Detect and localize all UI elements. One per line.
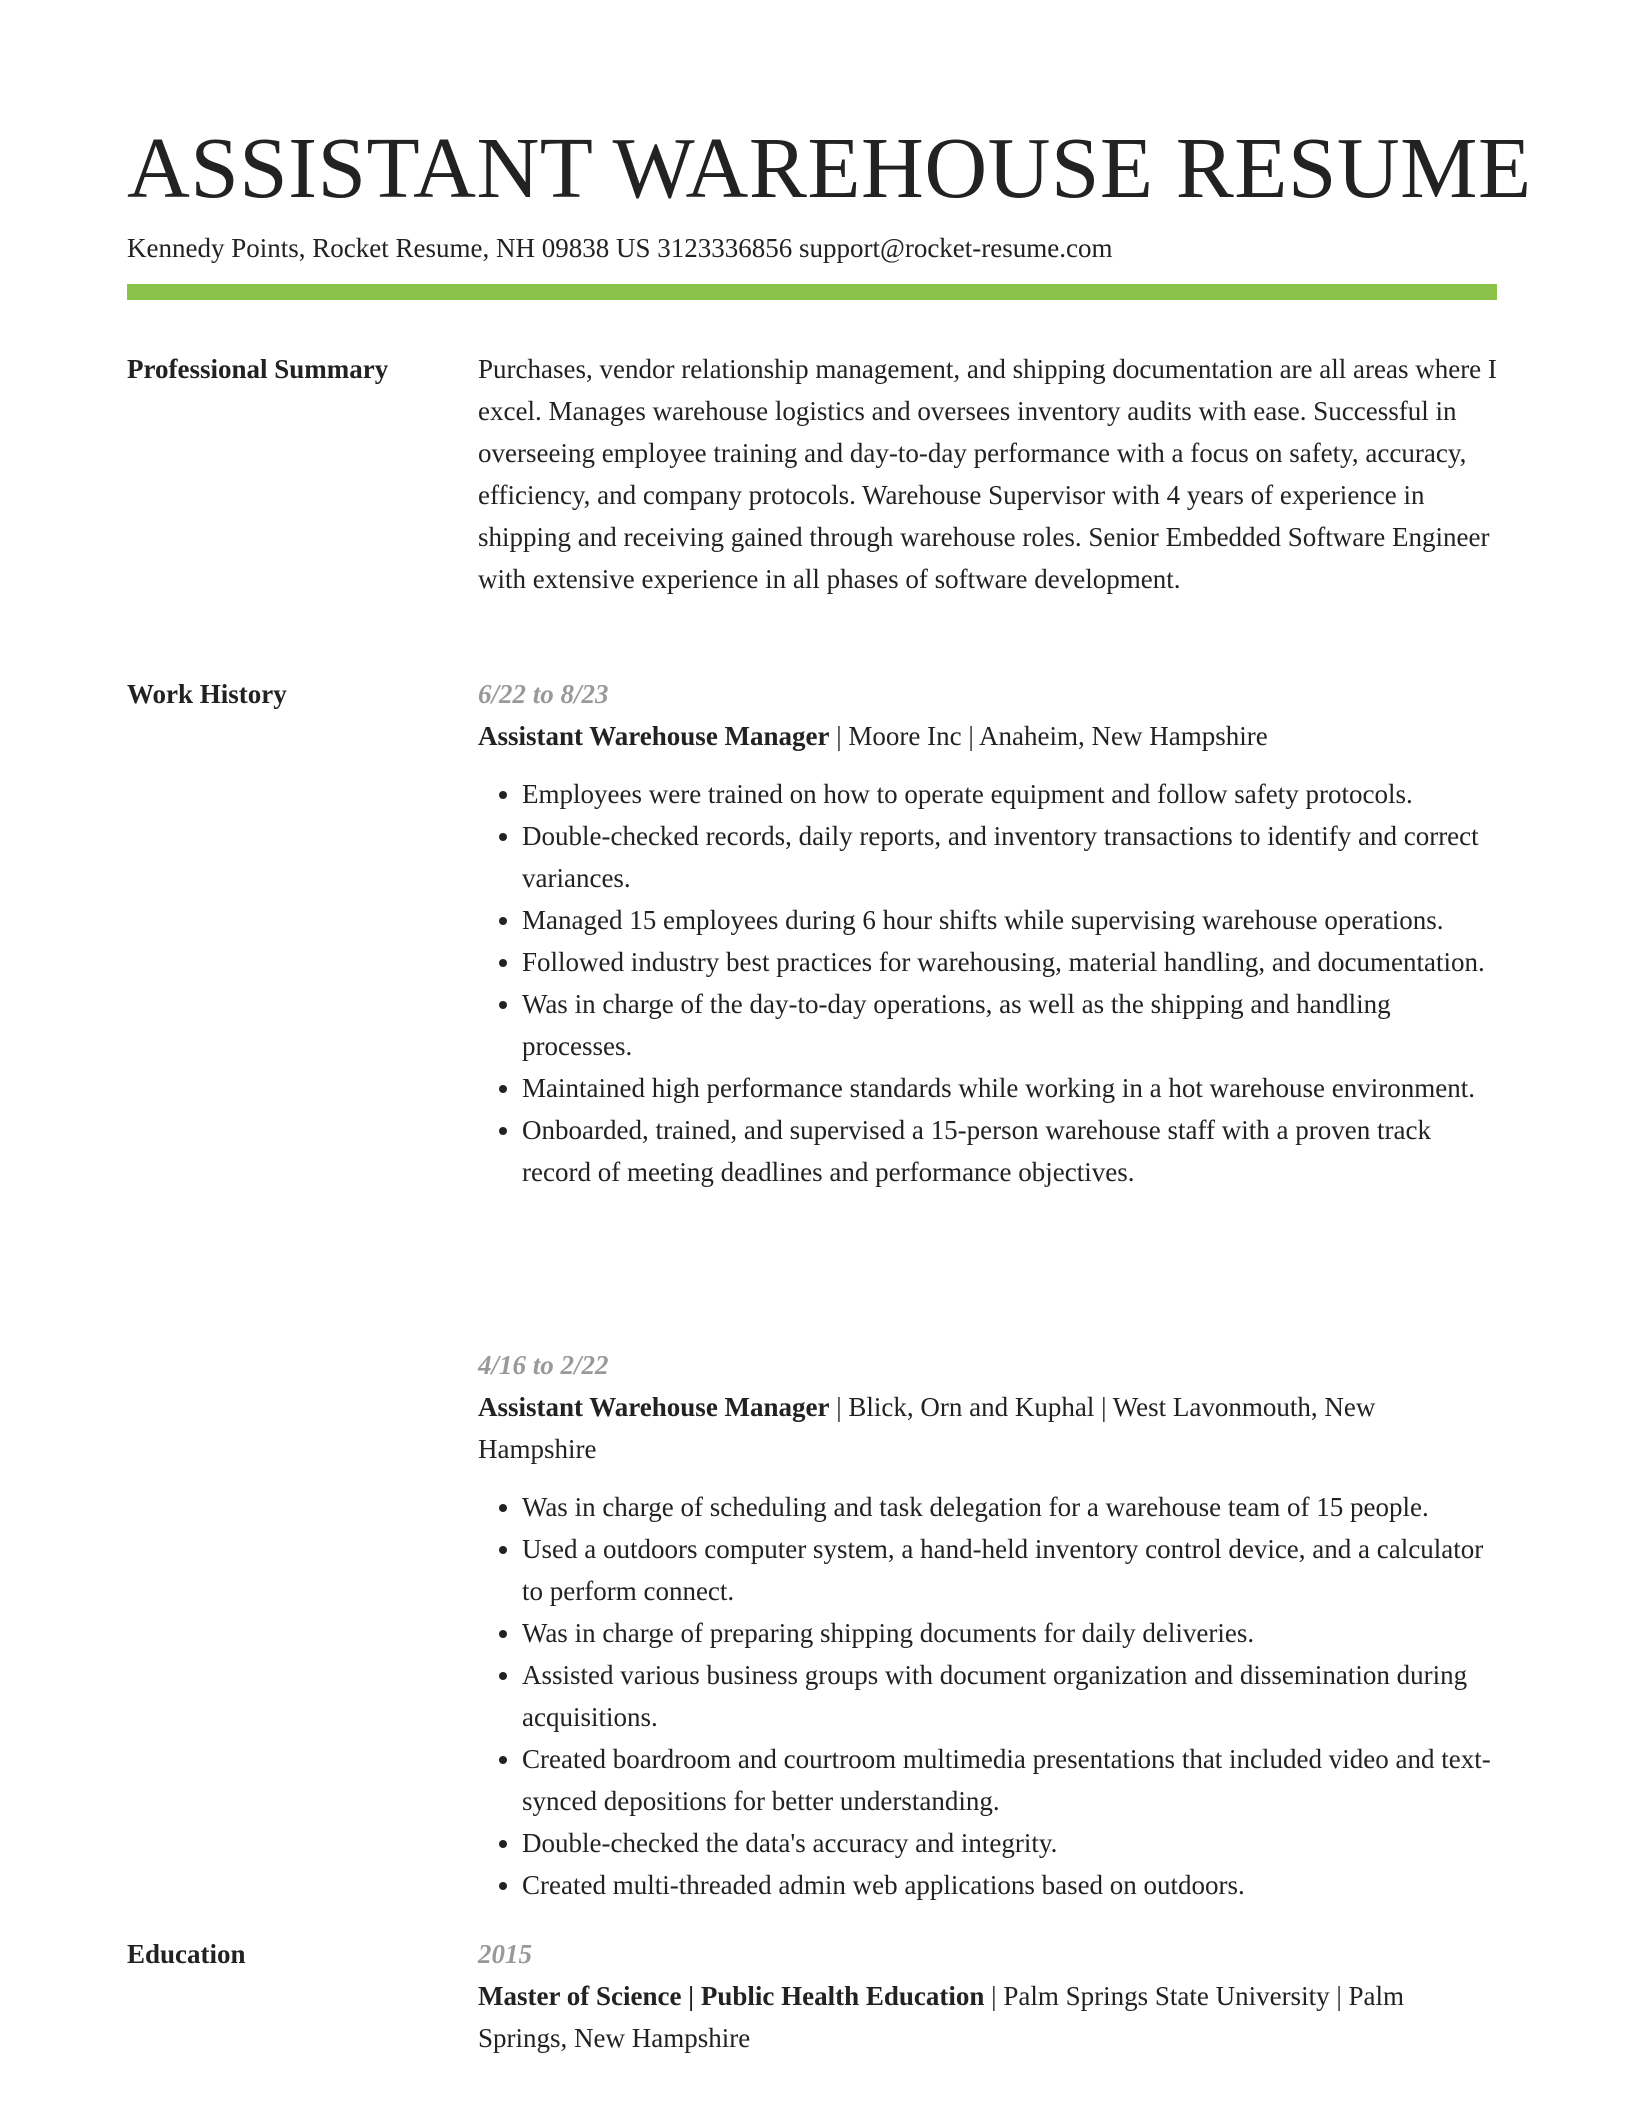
- job-title: Assistant Warehouse Manager: [478, 721, 830, 751]
- job-entry-1: [478, 673, 1497, 1193]
- education-entry: [478, 1933, 1497, 2059]
- job-bullet: • Was in charge of scheduling and task delegation for a warehouse team of 15 people.: [522, 1486, 1497, 1528]
- job-bullet: • Double-checked records, daily reports, and inventory transactions to identify and correct variances.: [522, 815, 1497, 899]
- education-year: 2015: [478, 1939, 532, 1969]
- job-bullet: • Employees were trained on how to operate equipment and follow safety protocols.: [522, 773, 1497, 815]
- job-title: Assistant Warehouse Manager: [478, 1392, 830, 1422]
- job-bullet: • Maintained high performance standards while working in a hot warehouse environment.: [522, 1067, 1497, 1109]
- job-entry-2: [478, 1344, 1497, 1906]
- job-bullet: • Created boardroom and courtroom multimedia presentations that included video and text-synced depositions for better understanding.: [522, 1738, 1497, 1822]
- job-role-line: [478, 1386, 1497, 1470]
- job-bullet: • Assisted various business groups with document organization and dissemination during acquisitions.: [522, 1654, 1497, 1738]
- job-employer-location: | Moore Inc | Anaheim, New Hampshire: [829, 721, 1268, 751]
- job-bullet: • Was in charge of the day-to-day operations, as well as the shipping and handling processes.: [522, 983, 1497, 1067]
- job-dates: 6/22 to 8/23: [478, 679, 609, 709]
- education-degree: Master of Science | Public Health Education: [478, 1981, 985, 2011]
- job-employer-location: | Blick, Orn and Kuphal | West Lavonmouth, New Hampshire: [478, 1392, 1376, 1464]
- summary-section: [478, 348, 1497, 600]
- job-bullet: • Managed 15 employees during 6 hour shifts while supervising warehouse operations.: [522, 899, 1497, 941]
- job-bullet: • Onboarded, trained, and supervised a 15-person warehouse staff with a proven track record of meeting deadlines and performance objectives.: [522, 1109, 1497, 1193]
- section-label-summary: Professional Summary: [127, 354, 389, 384]
- job-bullet: • Double-checked the data's accuracy and integrity.: [522, 1822, 1497, 1864]
- section-label-work-history: Work History: [127, 679, 287, 709]
- job-bullet: • Used a outdoors computer system, a hand-held inventory control device, and a calculator to perform connect.: [522, 1528, 1497, 1612]
- job-bullet-list: [478, 773, 1497, 1193]
- job-dates: 4/16 to 2/22: [478, 1350, 609, 1380]
- education-degree-line: [478, 1975, 1497, 2059]
- section-label-education: Education: [127, 1939, 246, 1969]
- education-school-location: | Palm Springs State University | Palm Springs, New Hampshire: [478, 1981, 1404, 2053]
- accent-divider: [127, 284, 1497, 300]
- contact-line: Kennedy Points, Rocket Resume, NH 09838 US 3123336856 support@rocket-resume.com: [127, 233, 1113, 263]
- job-bullet-list: [478, 1486, 1497, 1906]
- job-role-line: [478, 715, 1497, 757]
- resume-title: ASSISTANT WAREHOUSE RESUME: [127, 119, 1532, 216]
- summary-text: Purchases, vendor relationship management, and shipping documentation are all areas where I excel. Manages warehouse logistics and oversees inventory audits with ease. Successful in overseeing employee training and day-to-day performance with a focus on safety, accuracy, efficiency, and company protocols. Warehouse Supervisor with 4 years of experience in shipping and receiving gained through warehouse roles. Senior Embedded Software Engineer with extensive experience in all phases of software development.: [478, 354, 1497, 594]
- job-bullet: • Was in charge of preparing shipping documents for daily deliveries.: [522, 1612, 1497, 1654]
- job-bullet: • Followed industry best practices for warehousing, material handling, and documentation.: [522, 941, 1497, 983]
- job-bullet: • Created multi-threaded admin web applications based on outdoors.: [522, 1864, 1497, 1906]
